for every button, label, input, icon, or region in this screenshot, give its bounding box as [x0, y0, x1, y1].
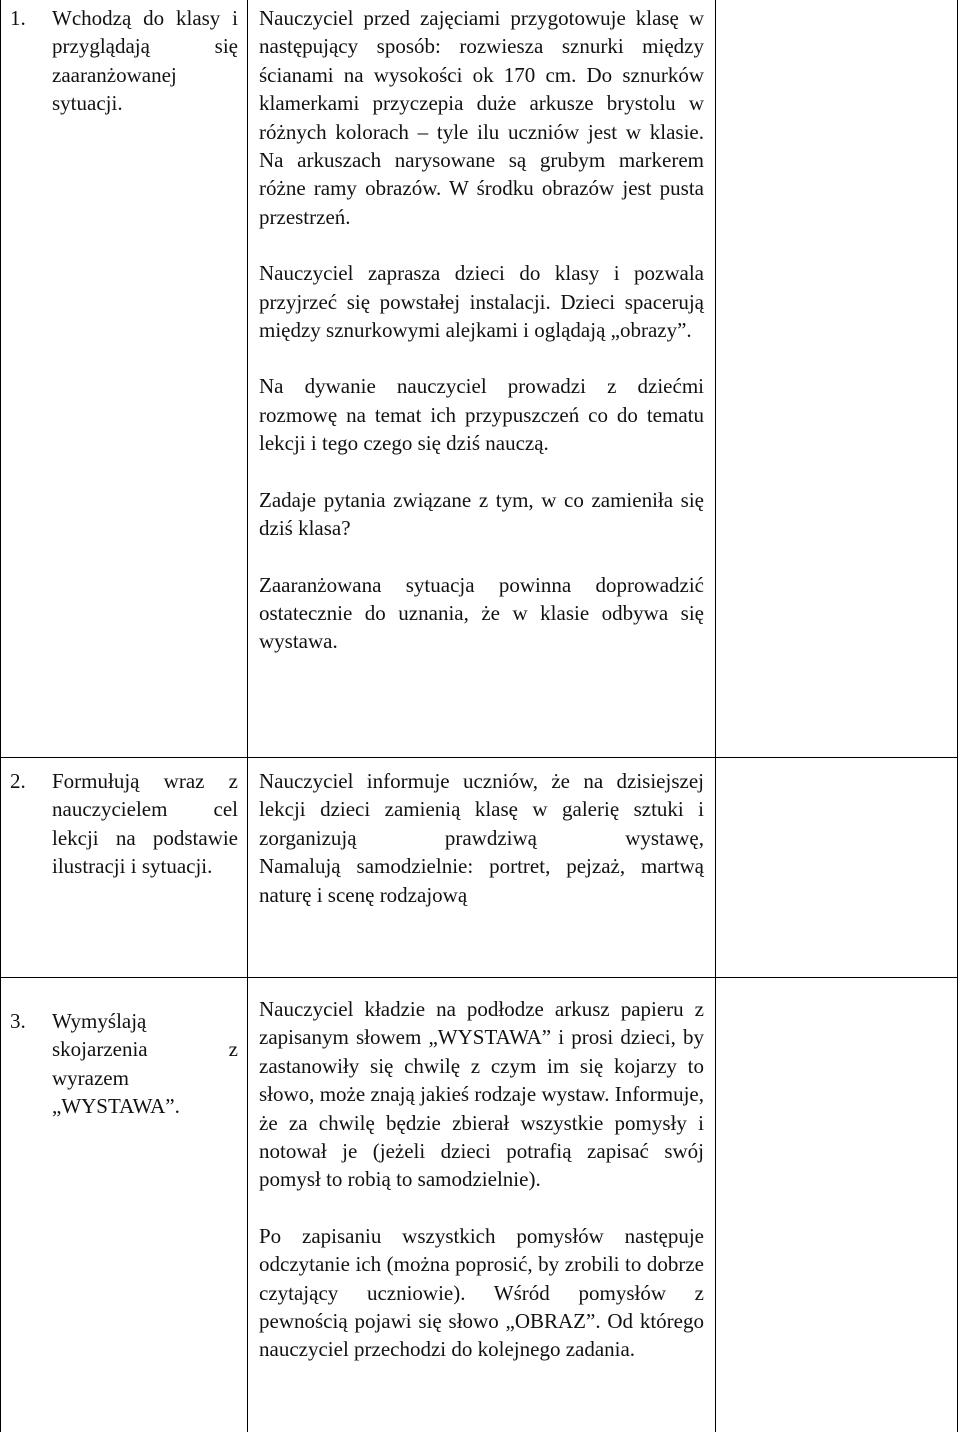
row-1-step-text: Wchodzą do klasy i przyglądają się zaaranżowanej sytuacji. — [52, 6, 238, 116]
row-divider-2 — [0, 977, 958, 978]
row-2-description-cell — [259, 767, 704, 909]
row-3-description-cell — [259, 995, 704, 1364]
row-2-step — [10, 767, 238, 881]
column-divider-1 — [247, 0, 248, 1432]
row-3-step-cell — [10, 1007, 238, 1121]
row-1-step — [10, 4, 238, 118]
row-2-step-cell — [10, 767, 238, 881]
row-3-paragraph-2: Po zapisaniu wszystkich pomysłów następuje odczytanie ich (można poprosić, by zrobili to dobrze czytający uczniowie). Wśród pomysłów z pewnością pojawi się słowo „OBRAZ”. Od którego nauczyciel przechodzi do kolejnego zadania. — [259, 1223, 704, 1362]
row-2-paragraph-2: Namalują samodzielnie: portret, pejzaż, martwą naturę i scenę rodzajową — [259, 854, 704, 907]
row-2-step-text: Formułują wraz z nauczycielem cel lekcji na podstawie ilustracji i sytuacji. — [52, 769, 238, 879]
row-1-paragraph-4: Zadaje pytania związane z tym, w co zamieniła się dziś klasa? — [259, 487, 704, 541]
row-2-paragraph-1: Nauczyciel informuje uczniów, że na dzisiejszej lekcji dzieci zamienią klasę w galerię sztuki i zorganizują prawdziwą wystawę, — [259, 769, 704, 850]
row-1-paragraph-1: Nauczyciel przed zajęciami przygotowuje klasę w następujący sposób: rozwiesza sznurki między ścianami na wysokości ok 170 cm. Do sznurków klamerkami przyczepia duże arkusze brystolu w różnych kolorach – tyle ilu uczniów jest w klasie. Na arkuszach narysowane są grubym markerem różne ramy obrazów. W środku obrazów jest pusta przestrzeń. — [259, 6, 704, 229]
row-3-number: 3. — [10, 1009, 26, 1033]
row-1-paragraph-2: Nauczyciel zaprasza dzieci do klasy i pozwala przyjrzeć się powstałej instalacji. Dzieci spacerują między sznurkowymi alejkami i oglądają „obrazy”. — [259, 261, 704, 343]
row-divider-1 — [0, 757, 958, 758]
row-1-description-cell — [259, 4, 704, 656]
table-border-right — [957, 0, 958, 1432]
row-3-step-text: Wymyślają skojarzenia z wyrazem „WYSTAWA”. — [52, 1009, 238, 1119]
row-1-paragraph-3: Na dywanie nauczyciel prowadzi z dziećmi rozmowę na temat ich przypuszczeń co do tematu lekcji i tego czego się dziś nauczą. — [259, 374, 704, 456]
row-1-number: 1. — [10, 6, 26, 30]
row-1-paragraph-5: Zaaranżowana sytuacja powinna doprowadzić ostatecznie do uznania, że w klasie odbywa się wystawa. — [259, 572, 704, 654]
row-1-step-cell — [10, 4, 238, 118]
row-3-step — [10, 1007, 238, 1121]
row-2-number: 2. — [10, 769, 26, 793]
column-divider-2 — [715, 0, 716, 1432]
table-border-left — [0, 0, 1, 1432]
row-3-paragraph-1: Nauczyciel kładzie na podłodze arkusz papieru z zapisanym słowem „WYSTAWA” i prosi dzieci, by zastanowiły się chwilę z czym im się kojarzy to słowo, może znają jakieś rodzaje wystaw. Informuje, że za chwilę będzie zbierał wszystkie pomysły i notował je (jeżeli dzieci potrafią zapisać swój pomysł to robią to samodzielnie). — [259, 997, 704, 1192]
